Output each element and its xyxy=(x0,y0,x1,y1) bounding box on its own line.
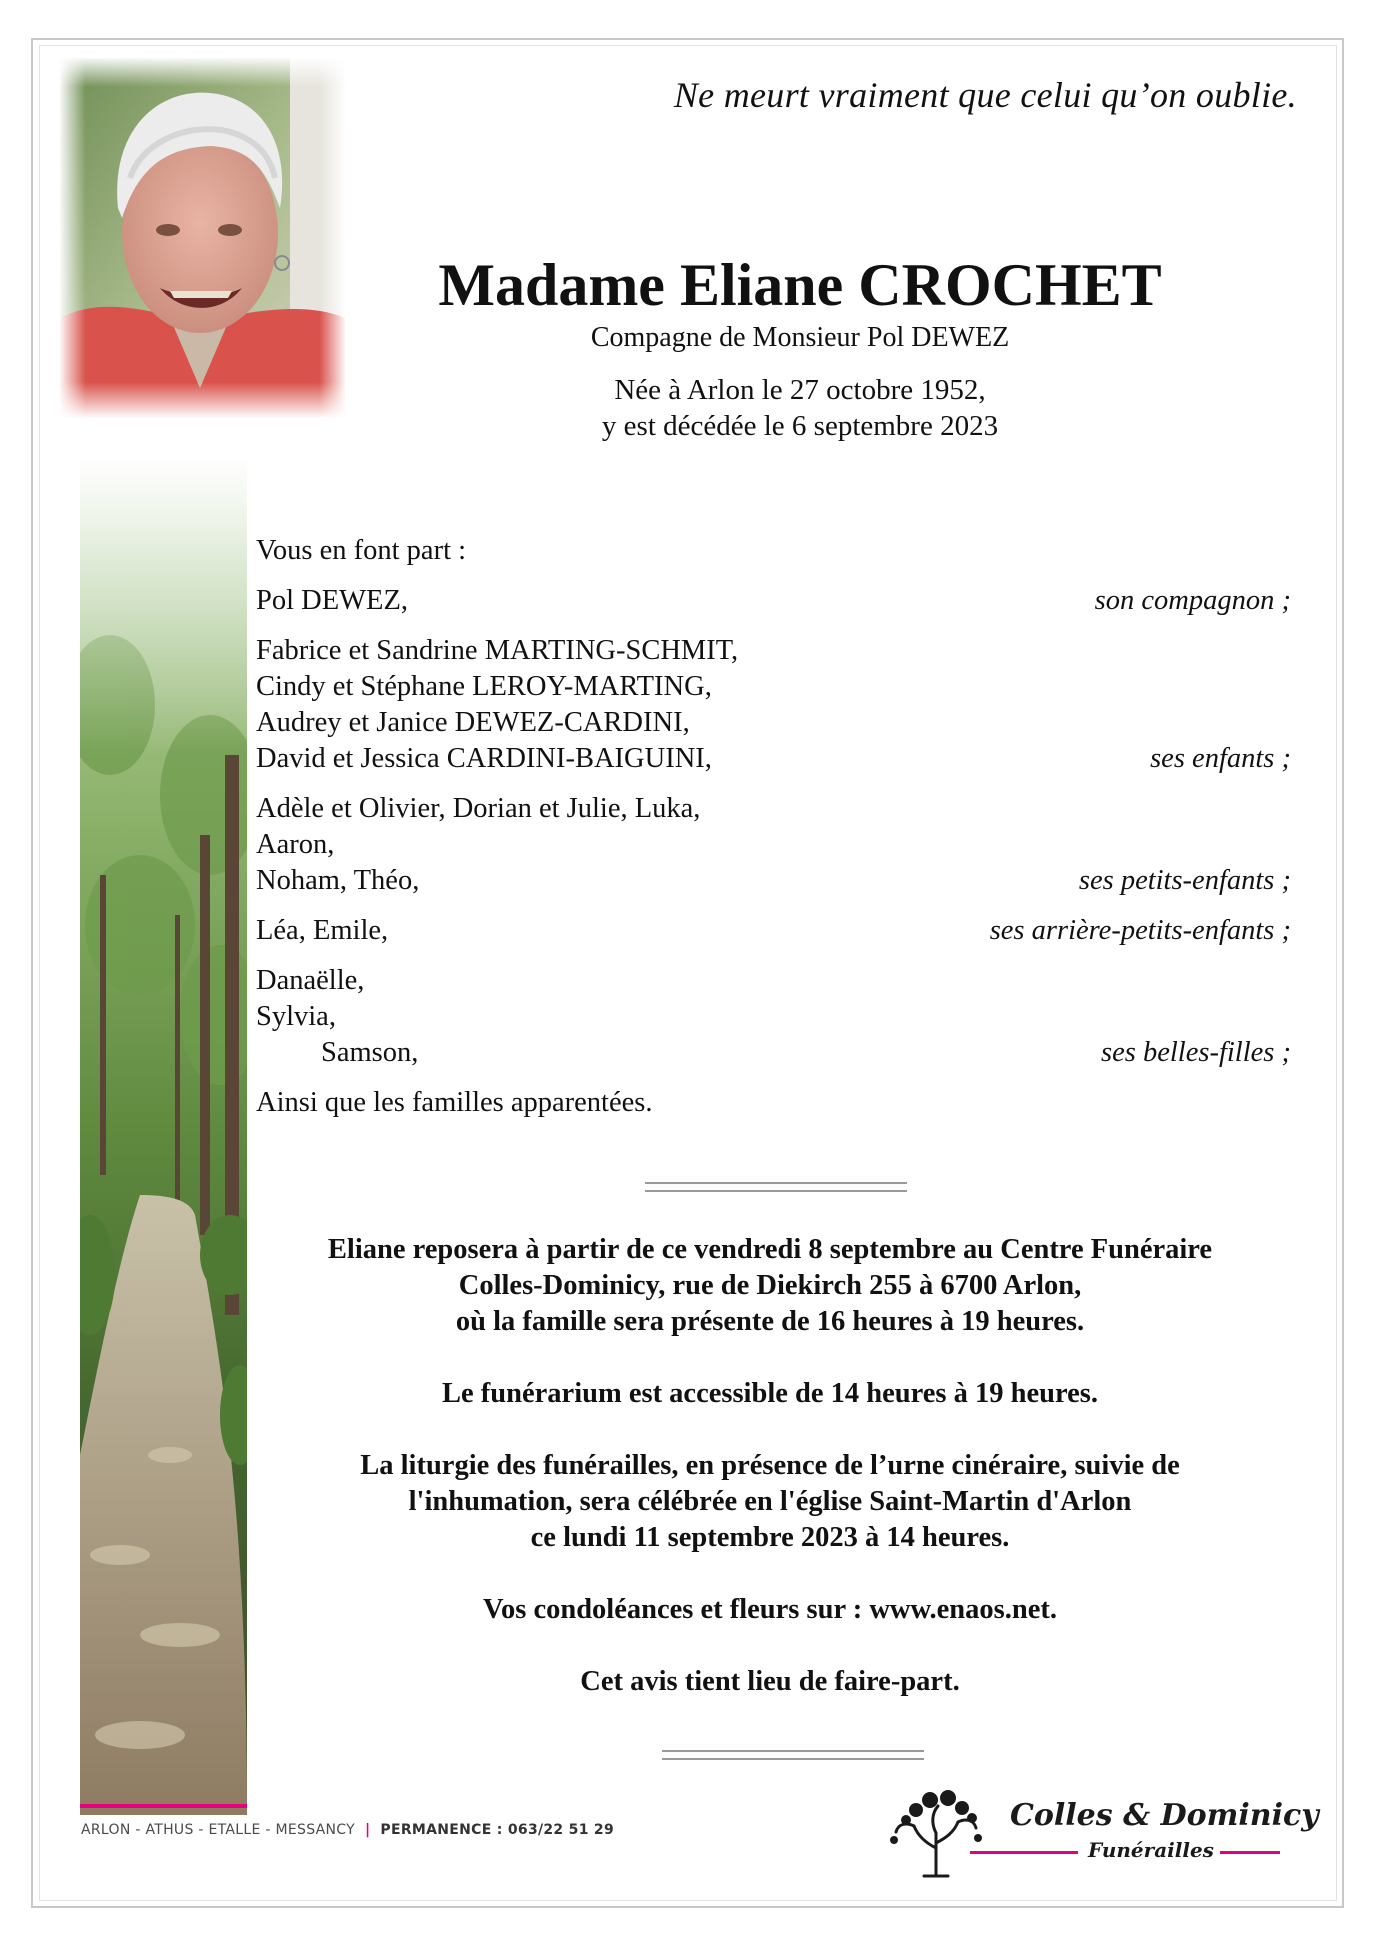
brand-underline-right xyxy=(1220,1851,1280,1854)
relation-label: ses enfants ; xyxy=(1150,743,1291,774)
relation-label: ses belles-filles ; xyxy=(1101,1037,1291,1068)
death-line: y est décédée le 6 septembre 2023 xyxy=(601,410,999,442)
deceased-relation: Compagne de Monsieur Pol DEWEZ xyxy=(590,322,1010,353)
liturgy-line: l'inhumation, sera célébrée en l'église Saint-Martin d'Arlon xyxy=(408,1486,1132,1517)
tree-icon xyxy=(886,1788,986,1878)
announcer-line: Pol DEWEZ, xyxy=(256,585,408,616)
condolences-info: Vos condoléances et fleurs sur : www.enaos.net. xyxy=(483,1594,1057,1625)
funerarium-hours: Le funérarium est accessible de 14 heures à 19 heures. xyxy=(442,1378,1098,1409)
footer-contact xyxy=(81,1822,614,1838)
portrait-photo xyxy=(60,58,345,418)
divider-top xyxy=(645,1182,907,1192)
announcer-line: Audrey et Janice DEWEZ-CARDINI, xyxy=(256,707,690,738)
announcer-line: Léa, Emile, xyxy=(256,915,389,946)
deceased-name: Madame Eliane CROCHET xyxy=(438,252,1162,318)
announcer-line: Samson, xyxy=(321,1037,419,1068)
announcer-line: Cindy et Stéphane LEROY-MARTING, xyxy=(256,671,712,702)
liturgy-line: ce lundi 11 septembre 2023 à 14 heures. xyxy=(530,1522,1010,1553)
funeral-information xyxy=(290,1232,1250,1736)
liturgy-info xyxy=(290,1448,1250,1556)
announcer-group-grandchildren xyxy=(256,791,1291,899)
announcer-line: Noham, Théo, xyxy=(256,865,420,896)
footer-locations: ARLON - ATHUS - ETALLE - MESSANCY xyxy=(81,1822,355,1838)
footer-separator: | xyxy=(364,1822,371,1838)
announcers-intro: Vous en font part : xyxy=(256,535,467,566)
footer-permanence: PERMANENCE : 063/22 51 29 xyxy=(380,1822,614,1838)
announcer-group-daughters-in-law xyxy=(256,963,1291,1071)
brand-subtitle: Funérailles xyxy=(1088,1838,1214,1862)
relation-label: ses petits-enfants ; xyxy=(1078,865,1291,896)
birth-death-dates xyxy=(400,372,1200,444)
announcer-line: Sylvia, xyxy=(256,1001,336,1032)
wake-line: où la famille sera présente de 16 heures à 19 heures. xyxy=(455,1306,1085,1337)
announcer-group-great-grandchildren xyxy=(256,913,1291,949)
wake-info xyxy=(290,1232,1250,1340)
divider-bottom xyxy=(662,1750,924,1760)
announcer-group-children xyxy=(256,633,1291,777)
brand-name: Colles & Dominicy xyxy=(1010,1798,1319,1833)
announcer-line: David et Jessica CARDINI-BAIGUINI, xyxy=(256,743,712,774)
wake-line: Eliane reposera à partir de ce vendredi 8 septembre au Centre Funéraire xyxy=(327,1234,1213,1265)
brand-underline-left xyxy=(970,1851,1078,1854)
brand-logo xyxy=(880,1780,1319,1880)
relation-label: son compagnon ; xyxy=(1094,585,1291,616)
wake-line: Colles-Dominicy, rue de Diekirch 255 à 6700 Arlon, xyxy=(458,1270,1082,1301)
announcer-line: Danaëlle, xyxy=(256,965,365,996)
epitaph-quote: Ne meurt vraiment que celui qu’on oublie. xyxy=(673,75,1297,115)
announcer-group-companion xyxy=(256,583,1291,619)
announcers-closing: Ainsi que les familles apparentées. xyxy=(256,1087,653,1118)
relation-label: ses arrière-petits-enfants ; xyxy=(989,915,1291,946)
notice-statement: Cet avis tient lieu de faire-part. xyxy=(580,1666,960,1697)
birth-line: Née à Arlon le 27 octobre 1952, xyxy=(614,374,986,406)
announcer-line: Fabrice et Sandrine MARTING-SCHMIT, xyxy=(256,635,739,666)
accent-bar xyxy=(80,1804,247,1808)
liturgy-line: La liturgie des funérailles, en présence de l’urne cinéraire, suivie de xyxy=(360,1450,1180,1481)
announcers-list xyxy=(256,533,1291,1135)
announcer-line: Adèle et Olivier, Dorian et Julie, Luka, xyxy=(256,793,701,824)
announcer-line: Aaron, xyxy=(256,829,335,860)
forest-path-image xyxy=(80,455,247,1815)
